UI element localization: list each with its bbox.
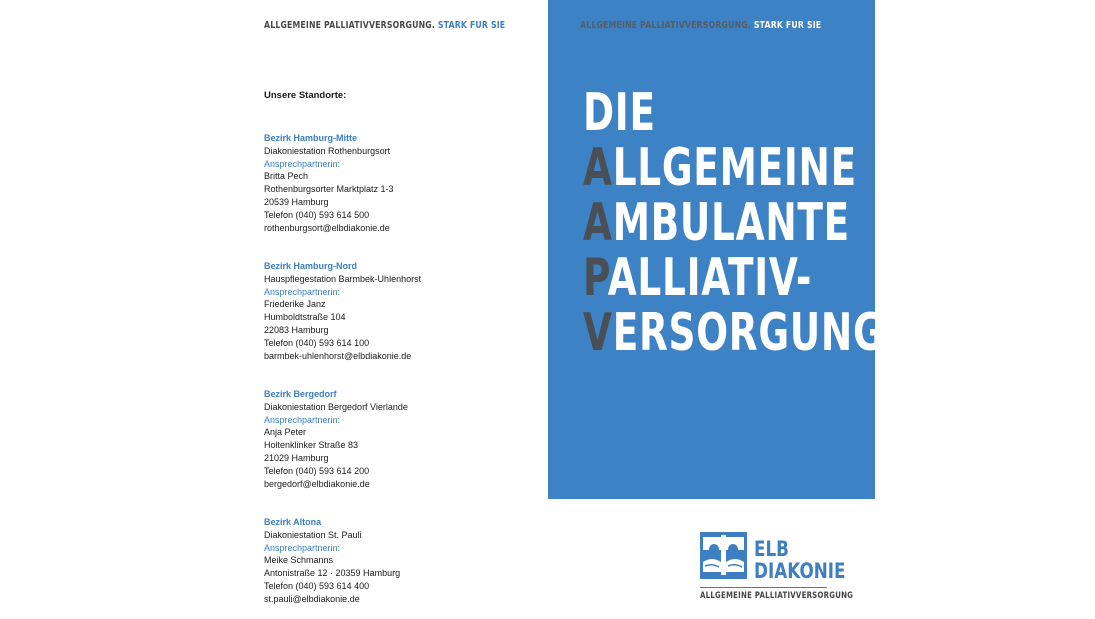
station-name: Diakoniestation St. Pauli bbox=[264, 529, 362, 540]
title-initial: P bbox=[583, 248, 608, 308]
cover-panel bbox=[548, 0, 885, 499]
logo-tagline: ALLGEMEINE PALLIATIVVERSORGUNG bbox=[700, 591, 854, 601]
street-address: Rothenburgsorter Marktplatz 1-3 bbox=[264, 184, 394, 195]
title-line bbox=[583, 193, 884, 253]
phone: Telefon (040) 593 614 400 bbox=[264, 580, 370, 591]
phone: Telefon (040) 593 614 100 bbox=[264, 337, 370, 348]
title-line bbox=[583, 248, 884, 308]
city: 22083 Hamburg bbox=[264, 324, 329, 335]
contact-label: Ansprechpartnerin: bbox=[264, 414, 341, 425]
location-bergedorf bbox=[264, 388, 408, 490]
district-name: Bezirk Altona bbox=[264, 517, 322, 527]
district-name: Bezirk Hamburg-Nord bbox=[264, 261, 358, 271]
title-initial: A bbox=[583, 138, 613, 198]
district-name: Bezirk Bergedorf bbox=[264, 389, 337, 399]
title-initial: V bbox=[583, 303, 613, 363]
title-rest: ALLIATIV- bbox=[607, 248, 813, 308]
title-line bbox=[583, 138, 884, 198]
phone: Telefon (040) 593 614 500 bbox=[264, 209, 370, 220]
cover-title bbox=[583, 83, 1002, 363]
station-name: Hauspflegestation Barmbek-Uhlenhorst bbox=[264, 273, 422, 284]
location-hamburg-nord bbox=[264, 260, 421, 362]
district-name: Bezirk Hamburg-Mitte bbox=[264, 133, 358, 143]
cover-header bbox=[580, 20, 821, 31]
contact-name: Friederike Janz bbox=[264, 299, 326, 310]
location-hamburg-mitte bbox=[264, 132, 394, 234]
logo-divider bbox=[700, 587, 827, 588]
logo-line1: ELB bbox=[754, 537, 789, 561]
logo-line2: DIAKONIE bbox=[754, 559, 846, 583]
title-rest: MBULANTE bbox=[612, 193, 850, 253]
logo-wordmark bbox=[754, 538, 846, 582]
title-line bbox=[583, 83, 884, 143]
email-link[interactable]: barmbek-uhlenhorst@elbdiakonie.de bbox=[264, 350, 412, 361]
locations-title: Unsere Standorte: bbox=[264, 90, 347, 101]
page-header bbox=[264, 20, 505, 31]
header-part1: ALLGEMEINE PALLIATIVVERSORGUNG. bbox=[264, 20, 435, 31]
station-name: Diakoniestation Rothenburgsort bbox=[264, 145, 391, 156]
email-link[interactable]: bergedorf@elbdiakonie.de bbox=[264, 478, 370, 489]
email-link[interactable]: rothenburgsort@elbdiakonie.de bbox=[264, 222, 390, 233]
title-rest: LLGEMEINE bbox=[612, 138, 857, 198]
title-line bbox=[583, 303, 885, 363]
contact-label: Ansprechpartnerin: bbox=[264, 542, 341, 553]
title-initial: A bbox=[583, 193, 613, 253]
contact-label: Ansprechpartnerin: bbox=[264, 286, 341, 297]
elbdiakonie-logo-icon bbox=[700, 532, 747, 579]
contact-name: Anja Peter bbox=[264, 427, 307, 438]
email-link[interactable]: st.pauli@elbdiakonie.de bbox=[264, 593, 360, 604]
contact-name: Meike Schmanns bbox=[264, 555, 334, 566]
title-rest: ERSORGUNG bbox=[612, 303, 885, 363]
location-altona bbox=[264, 516, 400, 606]
street-address: Antonistraße 12 · 20359 Hamburg bbox=[264, 568, 401, 579]
station-name: Diakoniestation Bergedorf Vierlande bbox=[264, 401, 408, 412]
header-part2: STARK FÜR SIE bbox=[753, 20, 822, 31]
contact-label: Ansprechpartnerin: bbox=[264, 158, 341, 169]
header-part2: STARK FÜR SIE bbox=[437, 20, 506, 31]
phone: Telefon (040) 593 614 200 bbox=[264, 465, 370, 476]
header-part1: ALLGEMEINE PALLIATIVVERSORGUNG. bbox=[580, 20, 751, 31]
street-address: Holtenklinker Straße 83 bbox=[264, 440, 359, 451]
street-address: Humboldtstraße 104 bbox=[264, 312, 346, 323]
title-rest: DIE bbox=[583, 83, 656, 143]
city: 20539 Hamburg bbox=[264, 196, 329, 207]
city: 21029 Hamburg bbox=[264, 452, 329, 463]
contact-name: Britta Pech bbox=[264, 171, 309, 182]
